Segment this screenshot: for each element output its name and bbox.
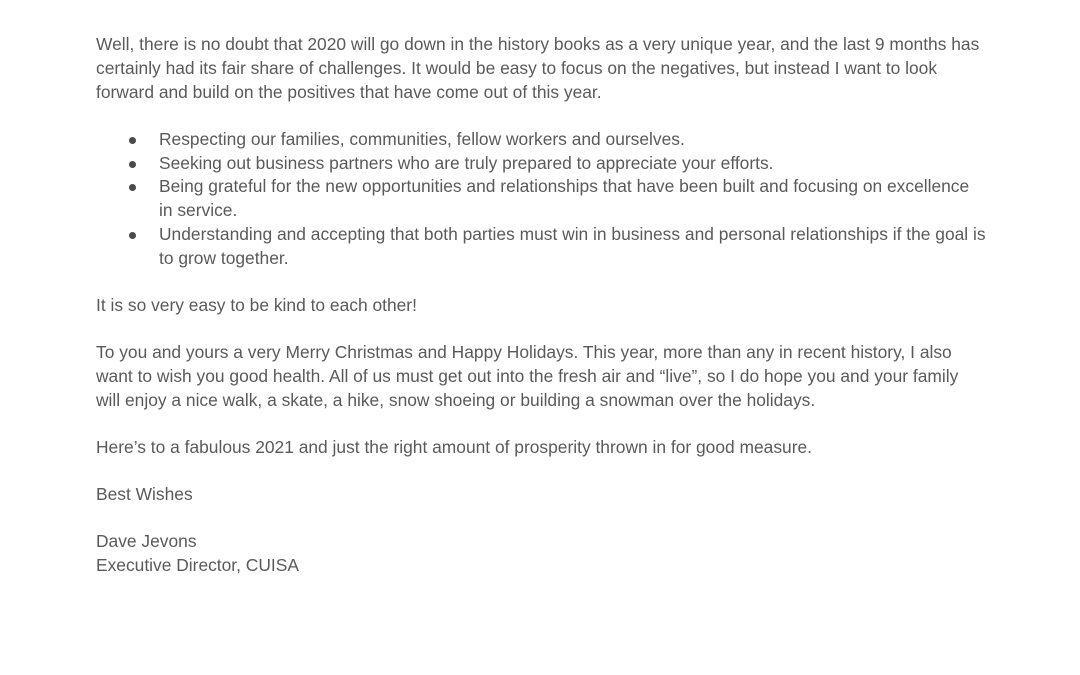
spacer: [96, 413, 986, 436]
spacer: [96, 460, 986, 483]
list-item: [96, 152, 986, 176]
letter-body: [96, 33, 986, 578]
kindness-paragraph: It is so very easy to be kind to each other!: [96, 294, 417, 315]
spacer: [96, 507, 986, 530]
list-item: [96, 223, 986, 271]
bullet-icon: [129, 232, 136, 239]
list-item-text: Seeking out business partners who are truly prepared to appreciate your efforts.: [159, 152, 774, 173]
bullet-icon: [129, 137, 136, 144]
spacer: [96, 104, 986, 127]
list-item-text: Understanding and accepting that both parties must win in business and personal relationships if the goal is to grow together.: [159, 223, 986, 268]
spacer: [96, 318, 986, 341]
spacer: [96, 271, 986, 294]
signature-title: Executive Director, CUISA: [96, 555, 299, 576]
toast-paragraph: Here’s to a fabulous 2021 and just the right amount of prosperity thrown in for good measure.: [96, 436, 813, 457]
closing-line: Best Wishes: [96, 484, 193, 505]
list-item: [96, 128, 986, 152]
list-item: [96, 175, 986, 223]
list-item-text: Respecting our families, communities, fellow workers and ourselves.: [159, 128, 685, 149]
wishes-paragraph: To you and yours a very Merry Christmas and Happy Holidays. This year, more than any in recent history, I also want to wish you good health. All of us must get out into the fresh air and “live”, so I do hope you and your family will enjoy a nice walk, a skate, a hike, snow shoeing or building a snowman over the holidays.: [96, 342, 959, 410]
bullet-icon: [129, 184, 136, 191]
bullet-icon: [129, 161, 136, 168]
list-item-text: Being grateful for the new opportunities and relationships that have been built and focusing on excellence in service.: [159, 176, 970, 221]
signature-name: Dave Jevons: [96, 531, 197, 552]
intro-paragraph: Well, there is no doubt that 2020 will go down in the history books as a very unique year, and the last 9 months has certainly had its fair share of challenges. It would be easy to focus on the negatives, but instead I want to look forward and build on the positives that have come out of this year.: [96, 34, 980, 102]
positives-list: [96, 128, 986, 271]
